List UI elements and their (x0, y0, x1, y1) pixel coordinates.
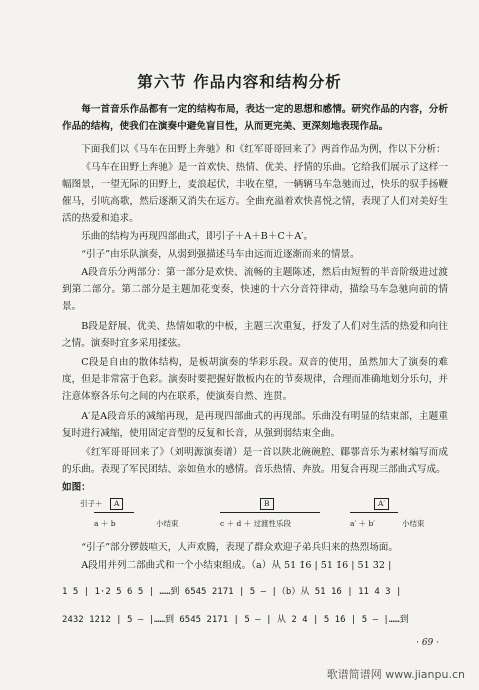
diagram-label-b: B (260, 498, 274, 510)
section-title: 第六节 作品内容和结构分析 (137, 72, 342, 91)
diagram-end-a: 小结束 (156, 519, 179, 528)
paragraph-structure: 乐曲的结构为再现四部曲式，即引子＋A＋B＋C＋A′。 (81, 231, 314, 242)
diagram-bracket-a-prime (350, 512, 398, 513)
paragraph-hongjun: 《红军哥哥回来了》（刘明源演奏谱）是一首以陕北碗碗腔、郿鄠音乐为素材编写而成的乐曲。表现了军民团结、亲如鱼水的感情。音乐热情、奔放。用复合再现三部曲式写成。 (62, 447, 448, 475)
paragraph-yinzi: “引子”由乐队演奏，从弱到强描述马车由远而近逐渐而来的情景。 (81, 249, 360, 260)
diagram-bracket-a (94, 512, 134, 513)
paragraph-section-c: C段是自由的散体结构，是板胡演奏的华彩乐段。双音的使用，虽然加大了演奏的难度，但是非常富于色彩。演奏时要把握好散板内在的节奏规律，合理而准确地划分乐句，并注意体察各乐句之间的内在联系，使演奏自然、连贯。 (62, 357, 448, 402)
diagram-end-a-prime: 小结束 (402, 519, 425, 528)
page-number: · 69 · (416, 638, 439, 648)
diagram-sub-a-prime: a′ ＋ b′ (350, 519, 375, 528)
paragraph-hongjun-a: A段用并列二部曲式和一个小结束组成。（a）从 5̇1 1̇6 | 5̇1 1̇6 | 5̇1 3̇2 | (81, 560, 392, 571)
diagram-sub-a: a ＋ b (94, 519, 116, 528)
paragraph-example-intro: 下面我们以《马车在田野上奔驰》和《红军哥哥回来了》两首作品为例，作以下分析： (81, 144, 446, 155)
diagram-intro: 引子＋ (80, 499, 103, 508)
diagram-bracket-b (220, 512, 320, 513)
paragraph-section-a-prime: A′是A段音乐的减缩再现，是再现四部曲式的再现部。乐曲没有明显的结束部，主题重复时进行减缩，使用固定音型的反复和长音，从强到弱结束全曲。 (62, 411, 448, 439)
notation-line-2: 2432 1212 | 5 — |……到 6545 2171 | 5 — | 从 2 4 | 5 1̇6 | 5 — |……到 (62, 615, 409, 625)
paragraph-yinzi-hongjun: “引子”部分锣鼓喧天，人声欢腾，表现了群众欢迎子弟兵归来的热烈场面。 (81, 542, 398, 553)
paragraph-section-a: A段音乐分两部分：第一部分是欢快、流畅的主题陈述，然后由短暂的半音阶级进过渡到第二部分。第二部分是主题加花变奏，快速的十六分音符律动，描绘马车急驰向前的情景。 (62, 267, 448, 312)
diagram-label-a: A (110, 498, 123, 510)
paragraph-as-figure: 如图： (62, 482, 91, 493)
paragraph-section-b: B段是舒展、优美、热情如歌的中板，主题三次重复，抒发了人们对生活的热爱和向往之情。演奏时宜多采用揉弦。 (62, 321, 448, 349)
paragraph-mache: 《马车在田野上奔驰》是一首欢快、热情、优美、抒情的乐曲。它给我们展示了这样一幅图景，一望无际的田野上，麦浪起伏，丰收在望，一辆辆马车急驰而过，快乐的驭手扬鞭催马，引吭高歌，然后逐渐又消失在远方。全曲充溢着欢快喜悦之情，表现了人们对美好生活的热爱和追求。 (62, 162, 448, 224)
paragraph-intro: 每一首音乐作品都有一定的结构布局，表达一定的思想和感情。研究作品的内容，分析作品的结构，使我们在演奏中避免盲目性，从而更完美、更深刻地表现作品。 (62, 104, 448, 132)
site-watermark: 歌谱简谱网 www.jianpu.cn (326, 668, 465, 681)
diagram-label-a-prime: A′ (374, 498, 389, 510)
structure-diagram (80, 498, 440, 534)
notation-line-1: 1 5 | 1·2 5 6 5 | ……到 6545 2171 | 5 — |（b）从 5̇1 1̇6 | 1̇1 4 3 | (62, 587, 402, 597)
diagram-sub-b: c ＋ d ＋ 过渡性乐段 (220, 519, 292, 528)
